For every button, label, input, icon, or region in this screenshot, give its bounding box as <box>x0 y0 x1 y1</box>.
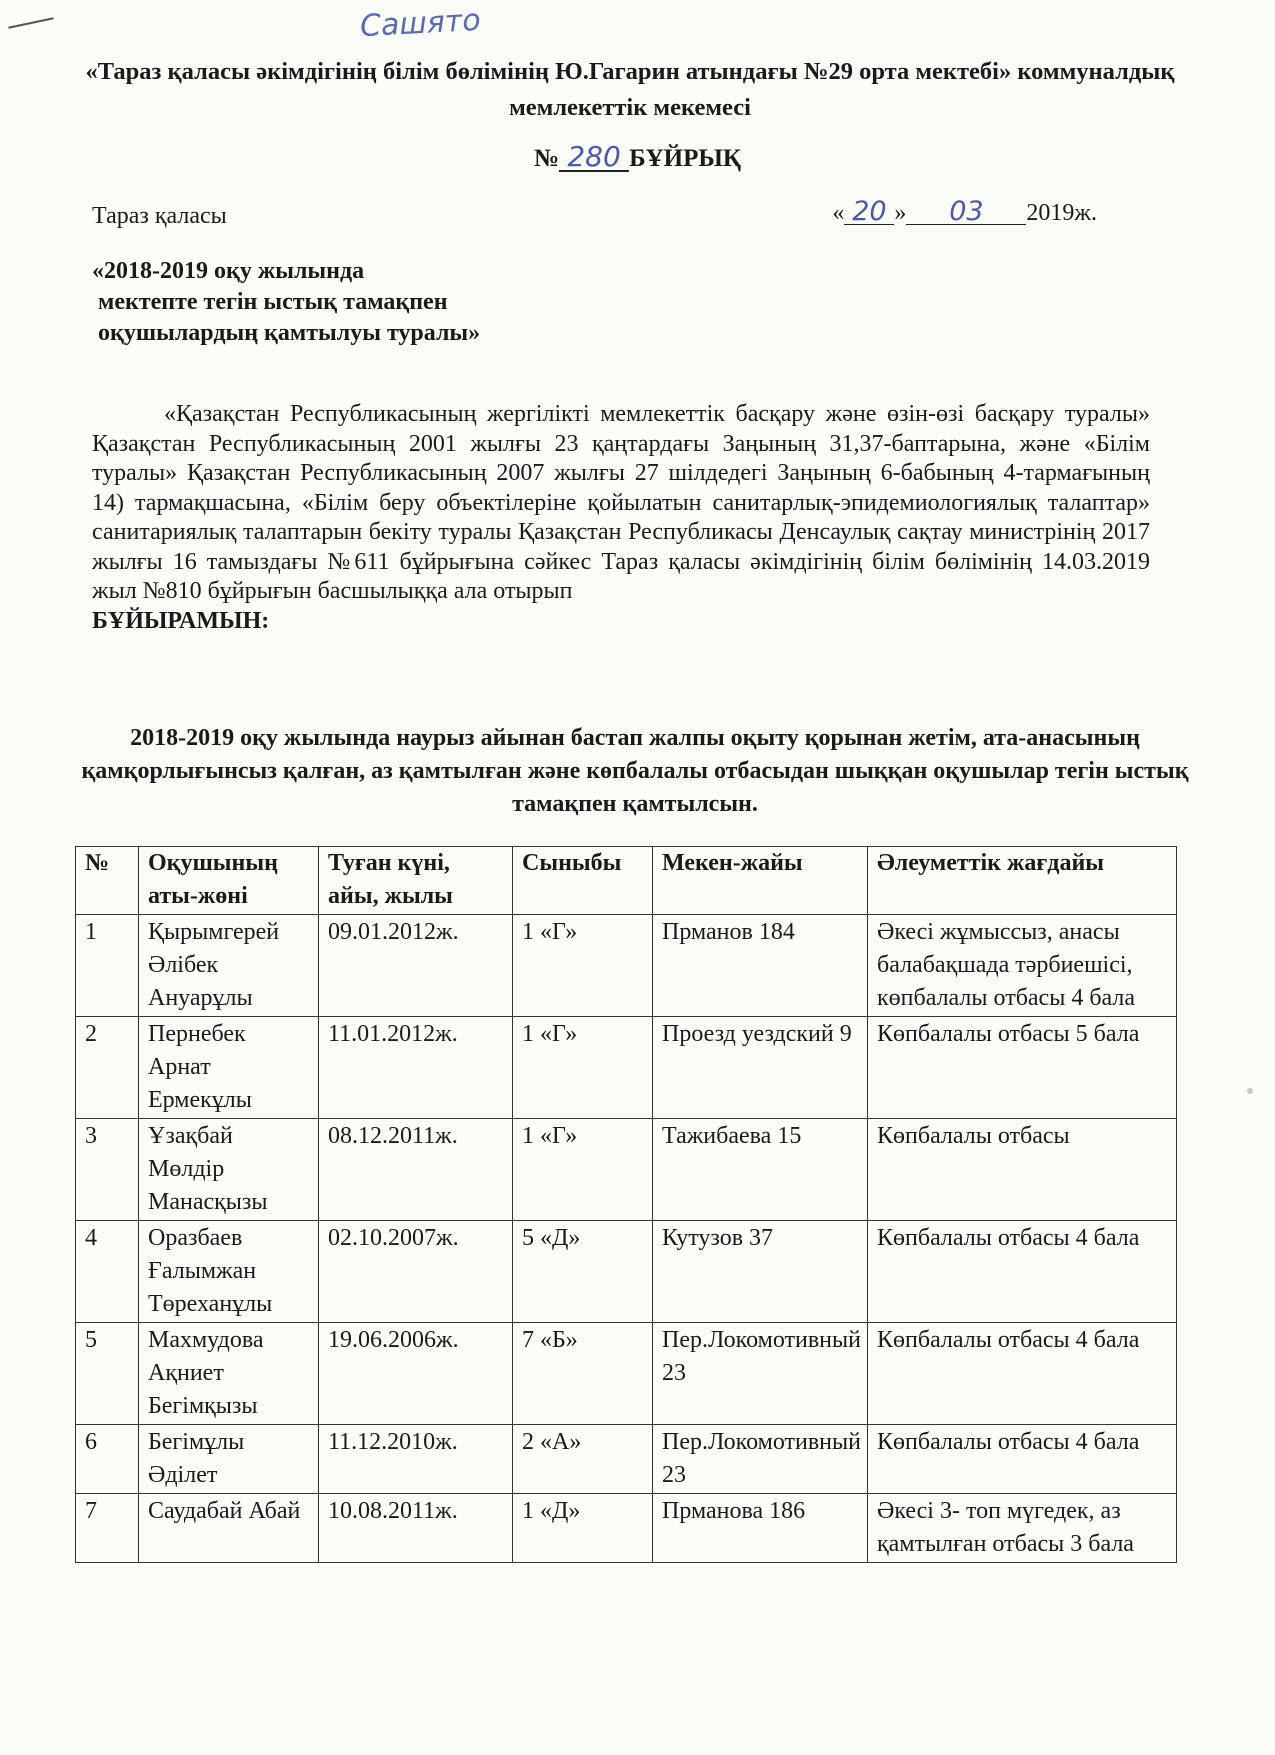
cell-social: Әкесі жұмыссыз, анасы балабақшада тәрбиешісі, көпбалалы отбасы 4 бала <box>868 915 1177 1017</box>
date-day: 20 <box>844 200 894 225</box>
handwritten-note: Сашято <box>359 2 482 45</box>
table-row <box>76 1221 1177 1323</box>
corner-pen-mark <box>8 17 53 29</box>
date-year: 2019ж. <box>1026 200 1097 226</box>
header-address: Мекен-жайы <box>653 847 868 915</box>
cell-no: 5 <box>76 1323 139 1425</box>
cell-birth: 08.12.2011ж. <box>319 1119 513 1221</box>
cell-no: 4 <box>76 1221 139 1323</box>
order-label: БҰЙРЫҚ <box>629 145 742 172</box>
order-decree-word: БҰЙЫРАМЫН: <box>92 607 270 634</box>
header-birth: Туған күні, айы, жылы <box>319 847 513 915</box>
order-date <box>832 196 1097 227</box>
cell-name: Ұзақбай Мөлдір Манасқызы <box>139 1119 319 1221</box>
cell-address: Проезд уездский 9 <box>653 1017 868 1119</box>
cell-class: 7 «Б» <box>513 1323 653 1425</box>
cell-no: 7 <box>76 1494 139 1563</box>
cell-birth: 19.06.2006ж. <box>319 1323 513 1425</box>
cell-name: Қырымгерей Әлібек Ануарұлы <box>139 915 319 1017</box>
table-row <box>76 1119 1177 1221</box>
cell-name: Бегімұлы Әділет <box>139 1425 319 1494</box>
cell-address: Тажибаева 15 <box>653 1119 868 1221</box>
cell-social: Көпбалалы отбасы <box>868 1119 1177 1221</box>
city-name: Тараз қаласы <box>92 203 227 229</box>
cell-no: 3 <box>76 1119 139 1221</box>
cell-social: Әкесі 3- топ мүгедек, аз қамтылған отбасы 3 бала <box>868 1494 1177 1563</box>
header-class: Сыныбы <box>513 847 653 915</box>
cell-social: Көпбалалы отбасы 4 бала <box>868 1221 1177 1323</box>
cell-social: Көпбалалы отбасы 5 бала <box>868 1017 1177 1119</box>
scan-smudge <box>1247 1088 1253 1094</box>
cell-name: Оразбаев Ғалымжан Төреханұлы <box>139 1221 319 1323</box>
table-row <box>76 915 1177 1017</box>
table-row <box>76 1494 1177 1563</box>
organization-title: «Тараз қаласы әкімдігінің білім бөлімінің Ю.Гагарин атындағы №29 орта мектебі» коммуналдық мемлекеттік мекемесі <box>85 58 1175 121</box>
order-heading <box>0 140 1275 173</box>
cell-name: Махмудова Ақниет Бегімқызы <box>139 1323 319 1425</box>
cell-class: 1 «Г» <box>513 915 653 1017</box>
order-decree: 2018-2019 оқу жылында наурыз айынан бастап жалпы оқыту қорынан жетім, ата-анасының қамқорлығынсыз қалған, аз қамтылған және көпбалалы отбасыдан шыққан оқушылар тегін ыстық тамақпен қамтылсын. <box>81 725 1189 817</box>
cell-address: Прманова 186 <box>653 1494 868 1563</box>
table-row <box>76 1425 1177 1494</box>
header-no: № <box>76 847 139 915</box>
cell-social: Көпбалалы отбасы 4 бала <box>868 1323 1177 1425</box>
cell-no: 1 <box>76 915 139 1017</box>
order-body-text: «Қазақстан Республикасының жергілікті мемлекеттік басқару және өзін-өзі басқару туралы» Қазақстан Республикасының 2001 жылғы 23 қаңтардағы Заңының 31,37-баптарына, және «Білім туралы» Қазақстан Республикасының 2007 жылғы 27 шілдедегі Заңының 6-бабының 4-тармағының 14) тармақшасына, «Білім беру объектілеріне қойылатын санитарлық-эпидемиологиялық талаптар» санитариялық талаптарын бекіту туралы Қазақстан Республикасы Денсаулық сақтау министрінің 2017 жылғы 16 тамыздағы №611 бұйрығына сәйкес Тараз қаласы әкімдігінің білім бөлімінің 14.03.2019 жыл №810 бұйрығын басшылыққа ала отырып <box>92 401 1150 604</box>
cell-no: 6 <box>76 1425 139 1494</box>
header-name: Оқушының аты-жөні <box>139 847 319 915</box>
cell-birth: 11.12.2010ж. <box>319 1425 513 1494</box>
cell-birth: 10.08.2011ж. <box>319 1494 513 1563</box>
header-social: Әлеуметтік жағдайы <box>868 847 1177 915</box>
cell-birth: 09.01.2012ж. <box>319 915 513 1017</box>
order-body <box>92 400 1150 636</box>
order-number: 280 <box>559 144 629 172</box>
cell-class: 2 «А» <box>513 1425 653 1494</box>
cell-name: Пернебек Арнат Ермекұлы <box>139 1017 319 1119</box>
date-open-quote: « <box>832 200 845 226</box>
cell-address: Кутузов 37 <box>653 1221 868 1323</box>
cell-class: 5 «Д» <box>513 1221 653 1323</box>
cell-address: Пер.Локомотивный 23 <box>653 1425 868 1494</box>
students-table <box>75 846 1177 1563</box>
date-close-quote: » <box>894 200 907 226</box>
cell-class: 1 «Г» <box>513 1017 653 1119</box>
table-header-row <box>76 847 1177 915</box>
table-row <box>76 1323 1177 1425</box>
cell-address: Прманов 184 <box>653 915 868 1017</box>
cell-birth: 11.01.2012ж. <box>319 1017 513 1119</box>
order-subject: «2018-2019 оқу жылында мектепте тегін ыстық тамақпен оқушылардың қамтылуы туралы» <box>92 258 481 346</box>
cell-no: 2 <box>76 1017 139 1119</box>
cell-social: Көпбалалы отбасы 4 бала <box>868 1425 1177 1494</box>
cell-address: Пер.Локомотивный 23 <box>653 1323 868 1425</box>
cell-name: Саудабай Абай <box>139 1494 319 1563</box>
cell-class: 1 «Г» <box>513 1119 653 1221</box>
date-month: 03 <box>906 200 1026 225</box>
cell-class: 1 «Д» <box>513 1494 653 1563</box>
table-row <box>76 1017 1177 1119</box>
cell-birth: 02.10.2007ж. <box>319 1221 513 1323</box>
order-number-sign: № <box>533 145 560 172</box>
